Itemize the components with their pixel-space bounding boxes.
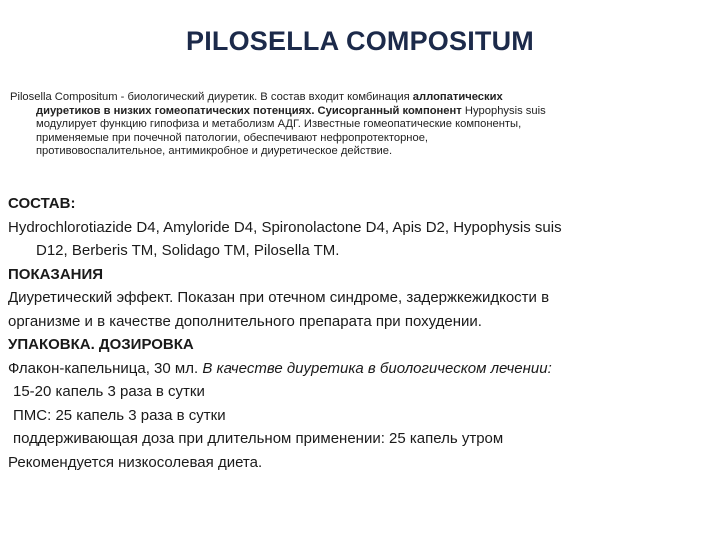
- indications-heading: ПОКАЗАНИЯ: [8, 265, 104, 283]
- indications-line-1: Диуретический эффект. Показан при отечном синдроме, задержкежидкости в: [8, 289, 550, 306]
- main-content: [8, 192, 714, 474]
- indications-line-2: организме и в качестве дополнительного препарата при похудении.: [8, 312, 482, 330]
- intro-line-2: [10, 105, 710, 119]
- composition-heading: СОСТАВ:: [8, 195, 76, 212]
- composition-line-2: D12, Berberis TM, Solidago TM, Pilosella TM.: [36, 242, 340, 259]
- page-title: PILOSELLA COMPOSITUM: [186, 26, 534, 56]
- intro-text: Hypophysis suis: [461, 104, 546, 117]
- intro-bold-text: диуретиков в низких гомеопатических потенциях. Суисорганный компонент: [36, 104, 462, 117]
- intro-line-1: [10, 91, 710, 105]
- pack-italic-text: В качестве диуретика в биологическом лечении:: [202, 359, 552, 377]
- dosage-line-2: ПМС: 25 капель 3 раза в сутки: [13, 406, 226, 424]
- intro-bold-text: аллопатических: [412, 91, 503, 103]
- pack-text: Флакон-капельница, 30 мл.: [8, 359, 203, 377]
- intro-line-3: модулирует функцию гипофиза и метаболизм АДГ. Известные гомеопатические компоненты,: [36, 118, 522, 131]
- product-name: Pilosella Compositum: [10, 91, 118, 103]
- intro-line-4: применяемые при почечной патологии, обеспечивают нефропротекторное,: [36, 131, 429, 144]
- intro-paragraph: [10, 91, 710, 159]
- composition-line-1: Hydrochlorotiazide D4, Amyloride D4, Spironolactone D4, Apis D2, Hypophysis suis: [8, 218, 562, 236]
- intro-line-5: противовоспалительное, антимикробное и диуретическое действие.: [36, 145, 393, 158]
- intro-text: - биологический диуретик. В состав входит комбинация: [117, 91, 413, 103]
- diet-line: Рекомендуется низкосолевая диета.: [8, 453, 263, 471]
- dosage-line-3: поддерживающая доза при длительном применении: 25 капель утром: [13, 430, 504, 447]
- dosage-line-1: 15-20 капель 3 раза в сутки: [13, 383, 205, 400]
- dosage-pack-line: [8, 357, 714, 381]
- dosage-heading: УПАКОВКА. ДОЗИРОВКА: [8, 336, 194, 353]
